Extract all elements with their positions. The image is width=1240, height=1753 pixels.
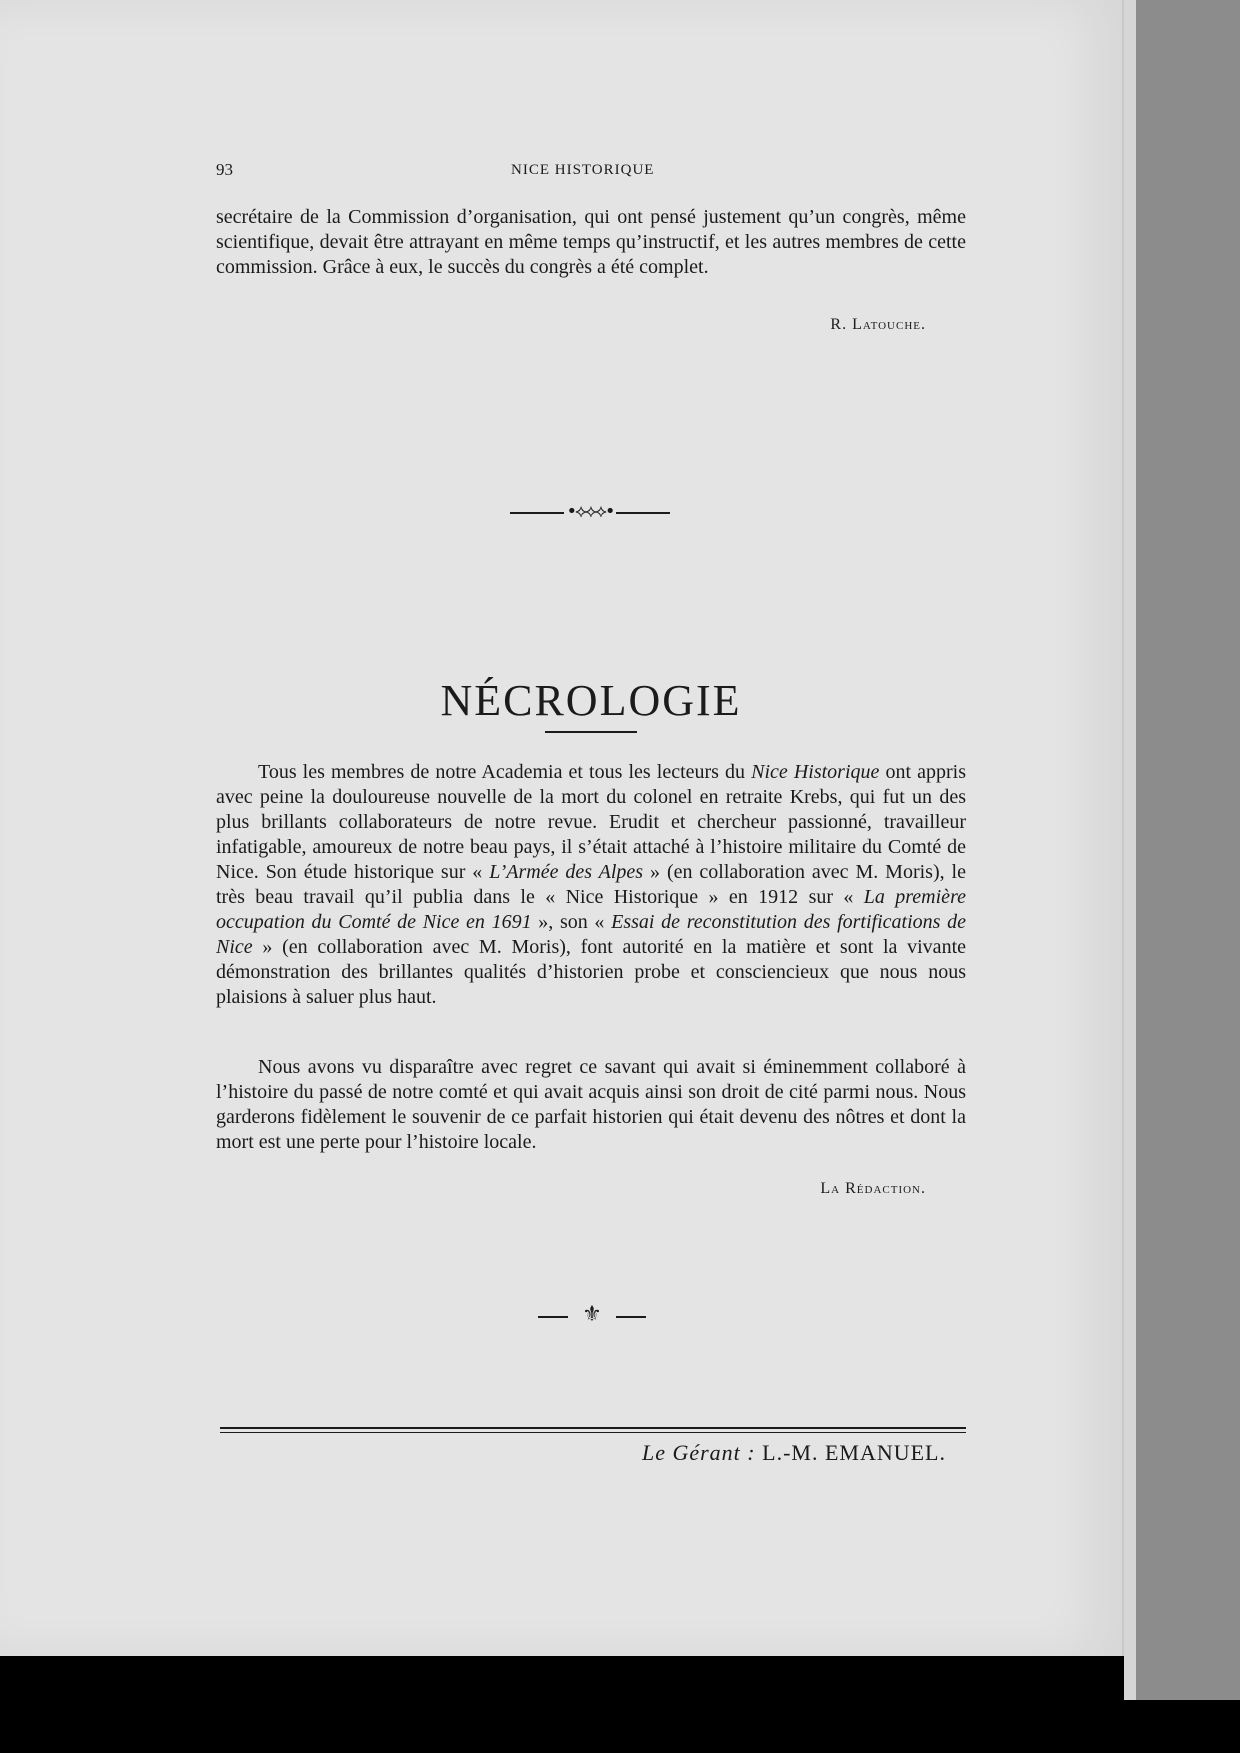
work-title: Essai de reconstitution des fortifications de Nice bbox=[216, 911, 966, 958]
obituary-signature: La Rédaction. bbox=[820, 1180, 926, 1197]
running-head: NICE HISTORIQUE bbox=[511, 162, 655, 178]
managing-editor-line bbox=[216, 1440, 946, 1466]
footer-rule-thin bbox=[220, 1432, 966, 1433]
obituary-paragraph-1 bbox=[216, 760, 966, 1010]
work-title: L’Armée des Alpes bbox=[489, 861, 644, 883]
page-number: 93 bbox=[216, 160, 233, 179]
end-ornament-rule-right bbox=[616, 1316, 646, 1318]
obituary-text: » (en collaboration avec M. Moris), le très beau travail qu’il publia dans le « Nice Historique » en 1912 sur « bbox=[216, 861, 966, 908]
obituary-text: » (en collaboration avec M. Moris), font autorité en la matière et sont la vivante démonstration des brillantes qualités d’historien probe et consciencieux que nous nous plaisions à saluer plus haut. bbox=[216, 936, 966, 1008]
title-underline bbox=[545, 731, 637, 733]
divider-rule-right bbox=[616, 512, 670, 514]
footer-rule-thick bbox=[220, 1427, 966, 1429]
continuation-paragraph: secrétaire de la Commission d’organisation, qui ont pensé justement qu’un congrès, même scientifique, devait être attrayant en même temps qu’instructif, et les autres membres de cette commission. Grâce à eux, le succès du congrès a été complet. bbox=[216, 206, 966, 278]
divider-rule-left bbox=[510, 512, 564, 514]
section-divider-ornament bbox=[510, 500, 670, 524]
end-ornament-rule-left bbox=[538, 1316, 568, 1318]
fleur-ornament-icon: ⚜ bbox=[582, 1302, 602, 1327]
obituary-paragraph-2: Nous avons vu disparaître avec regret ce savant qui avait si éminemment collaboré à l’histoire du passé de notre comté et qui avait acquis ainsi son droit de cité parmi nous. Nous garderons fidèlement le souvenir de ce parfait historien qui était devenu des nôtres et dont la mort est une perte pour l’histoire locale. bbox=[216, 1056, 966, 1153]
adjacent-page-edge bbox=[1124, 0, 1240, 1700]
obituary-text: Tous les membres de notre Academia et tous les lecteurs du bbox=[258, 761, 752, 783]
obituary-text: », son « bbox=[531, 911, 612, 933]
end-ornament bbox=[538, 1300, 646, 1330]
page-header bbox=[216, 160, 966, 184]
manager-label: Le Gérant : bbox=[641, 1440, 756, 1465]
divider-flourish-icon: •⟡⟡⟡• bbox=[566, 501, 614, 522]
obituary-text: ont appris avec peine la douloureuse nouvelle de la mort du colonel en retraite Krebs, qui fut un des plus brillants collaborateurs de notre revue. Erudit et chercheur passionné, travailleur infatigable, amoureux de notre beau pays, il s’était attaché à l’histoire militaire du Comté de Nice. Son étude historique sur « bbox=[216, 761, 966, 883]
page-spine bbox=[1124, 0, 1136, 1700]
continuation-signature: R. Latouche. bbox=[830, 316, 926, 333]
work-title: La première occupation du Comté de Nice en 1691 bbox=[216, 886, 966, 933]
journal-title: Nice Historique bbox=[751, 761, 880, 783]
manager-name: L.-M. EMANUEL. bbox=[762, 1440, 946, 1465]
section-title: NÉCROLOGIE bbox=[440, 676, 742, 725]
